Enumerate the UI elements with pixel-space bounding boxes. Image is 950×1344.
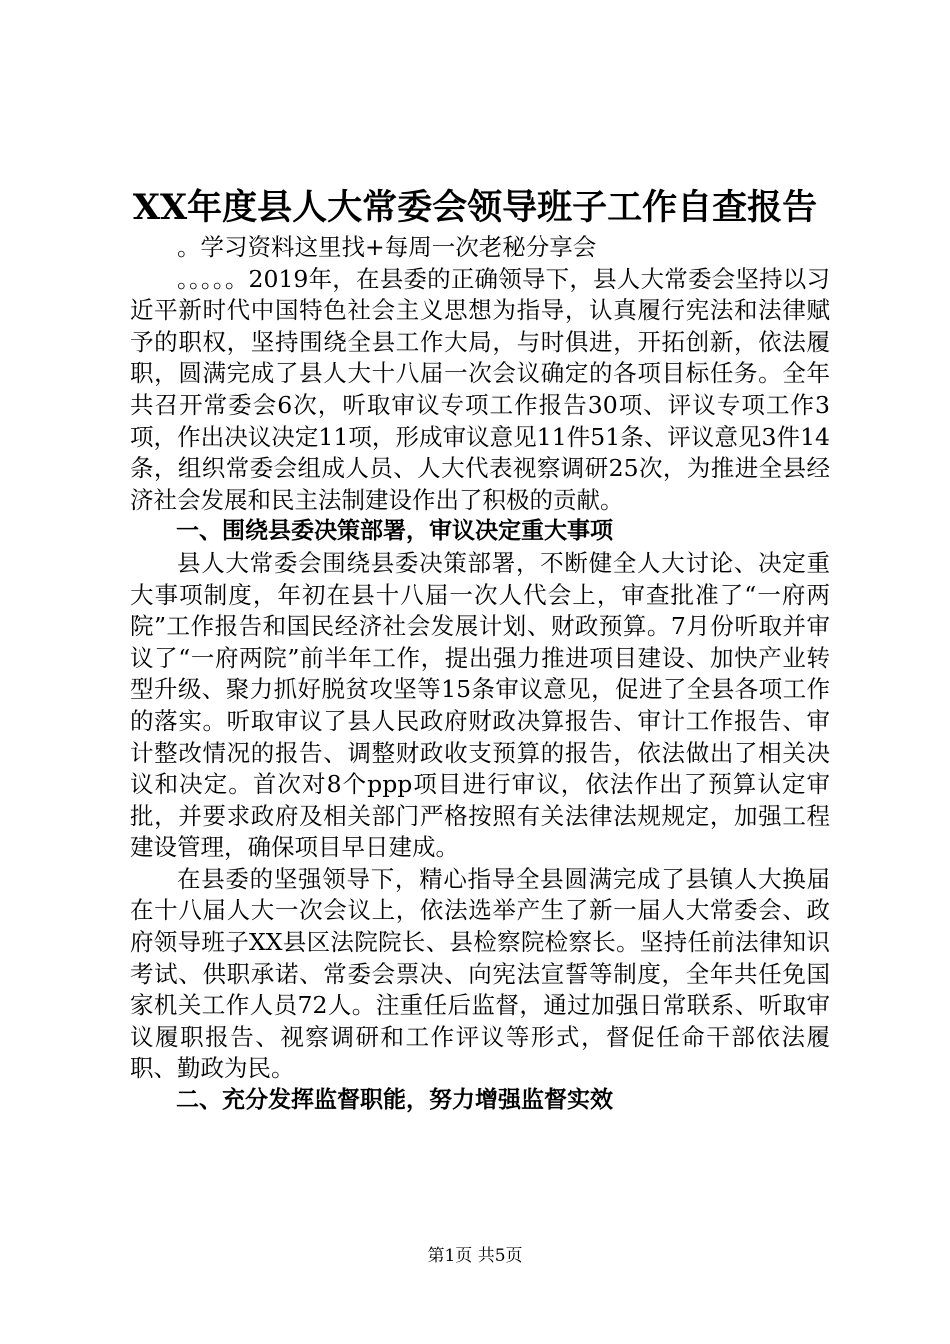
section-heading-1: 一、围绕县委决策部署，审议决定重大事项 [176,518,613,545]
document-body [130,232,830,1117]
intro-line: 。学习资料这里找+每周一次老秘分享会 [177,233,597,261]
document-title: XX年度县人大常委会领导班子工作自查报告 [132,187,818,228]
page-footer: 第1页 共5页 [427,1246,523,1266]
section-heading-2: 二、充分发挥监督职能，努力增强监督实效 [176,1087,613,1114]
summary-paragraph: 。。。。。2019年，在县委的正确领导下，县人大常委会坚持以习近平新时代中国特色社会主义思想为指导，认真履行宪法和法律赋予的职权，坚持围绕全县工作大局，与时俱进，开拓创新，依法履职，圆满完成了县人大十八届一次会议确定的各项目标任务。全年共召开常委会6次，听取审议专项工作报告30项、评议专项工作3项，作出决议决定11项，形成审议意见11件51条、评议意见3件14条，组织常委会组成人员、人大代表视察调研25次，为推进全县经济社会发展和民主法制建设作出了积极的贡献。 [130,264,830,514]
section-1-paragraph-1: 县人大常委会围绕县委决策部署，不断健全人大讨论、决定重大事项制度，年初在县十八届一次人代会上，审查批准了“一府两院”工作报告和国民经济社会发展计划、财政预算。7月份听取并审议了“一府两院”前半年工作，提出强力推进项目建设、加快产业转型升级、聚力抓好脱贫攻坚等15条审议意见，促进了全县各项工作的落实。听取审议了县人民政府财政决算报告、审计工作报告、审计整改情况的报告、调整财政收支预算的报告，依法做出了相关决议和决定。首次对8个ppp项目进行审议，依法作出了预算认定审批，并要求政府及相关部门严格按照有关法律法规规定，加强工程建设管理，确保项目早日建成。 [130,548,830,862]
section-1-paragraph-2: 在县委的坚强领导下，精心指导全县圆满完成了县镇人大换届在十八届人大一次会议上，依法选举产生了新一届人大常委会、政府领导班子XX县区法院院长、县检察院检察长。坚持任前法律知识考试、供职承诺、常委会票决、向宪法宣誓等制度，全年共任免国家机关工作人员72人。注重任后监督，通过加强日常联系、听取审议履职报告、视察调研和工作评议等形式，督促任命干部依法履职、勤政为民。 [130,864,830,1083]
